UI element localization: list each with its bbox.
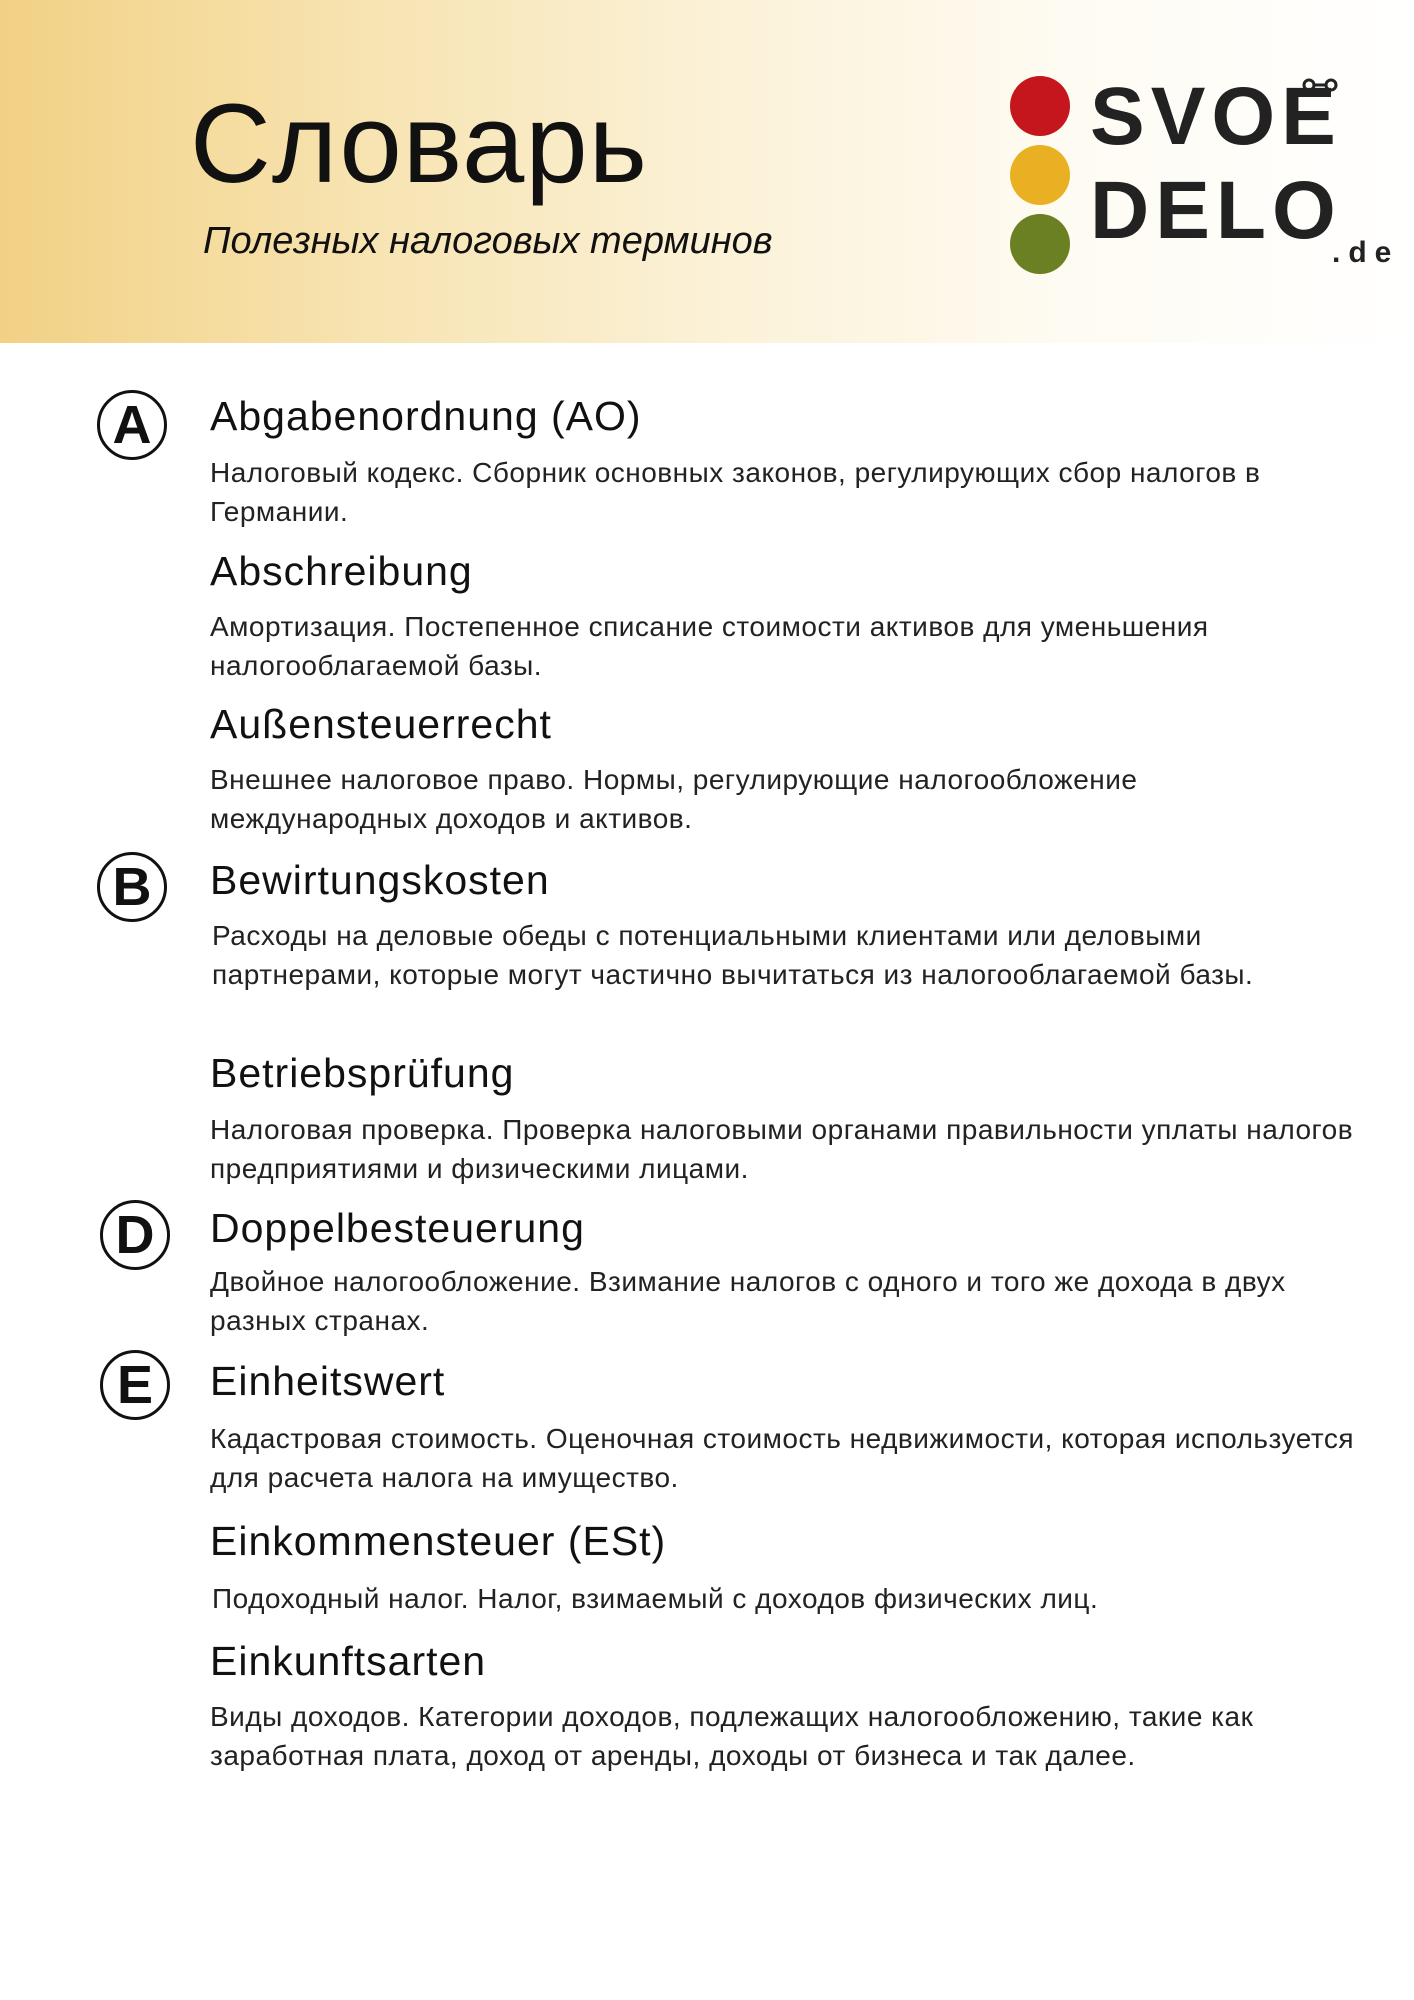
section-letter-a: A bbox=[97, 390, 167, 460]
svoedelo-logo bbox=[1010, 70, 1405, 280]
page-title: Словарь bbox=[190, 81, 648, 206]
logo-text-delo: DELO bbox=[1090, 165, 1342, 256]
term-definition: Внешнее налоговое право. Нормы, регулирующие налогообложение международных доходов и активов. bbox=[210, 764, 1138, 834]
term-definition: Расходы на деловые обеды с потенциальными клиентами или деловыми партнерами, которые могут частично вычитаться из налогооблагаемой базы. bbox=[212, 920, 1254, 990]
term-title: Außensteuerrecht bbox=[210, 701, 552, 747]
term-definition: Налоговая проверка. Проверка налоговыми органами правильности уплаты налогов предприятиями и физическими лицами. bbox=[210, 1114, 1354, 1184]
logo-green-dot bbox=[1010, 214, 1070, 274]
term-title: Abgabenordnung (AO) bbox=[210, 393, 642, 439]
logo-red-dot bbox=[1010, 76, 1070, 136]
term-title: Einkommensteuer (ESt) bbox=[210, 1518, 667, 1564]
term-definition: Двойное налогообложение. Взимание налогов с одного и того же дохода в двух разных странах. bbox=[210, 1266, 1286, 1336]
term-title: Betriebsprüfung bbox=[210, 1050, 515, 1096]
logo-text-svoe: SVOE bbox=[1090, 71, 1342, 162]
page-subtitle: Полезных налоговых терминов bbox=[203, 220, 773, 262]
logo-umlaut-icon bbox=[1302, 78, 1338, 92]
term-title: Einheitswert bbox=[210, 1358, 446, 1404]
logo-text-domain: .de bbox=[1332, 236, 1400, 269]
logo-yellow-dot bbox=[1010, 145, 1070, 205]
term-definition: Кадастровая стоимость. Оценочная стоимость недвижимости, которая используется для расчета налога на имущество. bbox=[210, 1423, 1355, 1493]
section-letter-b: B bbox=[97, 852, 167, 922]
term-title: Doppelbesteuerung bbox=[210, 1205, 585, 1251]
term-definition: Амортизация. Постепенное списание стоимости активов для уменьшения налогооблагаемой базы. bbox=[210, 611, 1209, 681]
term-title: Abschreibung bbox=[210, 548, 473, 594]
term-definition: Подоходный налог. Налог, взимаемый с доходов физических лиц. bbox=[212, 1583, 1099, 1614]
term-title: Einkunftsarten bbox=[210, 1638, 487, 1684]
header-banner bbox=[0, 0, 1414, 343]
section-letter-d: D bbox=[100, 1200, 170, 1270]
term-definition: Виды доходов. Категории доходов, подлежащих налогообложению, такие как заработная плата, доход от аренды, доходы от бизнеса и так далее. bbox=[210, 1701, 1254, 1771]
term-title: Bewirtungskosten bbox=[210, 857, 550, 903]
term-definition: Налоговый кодекс. Сборник основных законов, регулирующих сбор налогов в Германии. bbox=[210, 457, 1261, 527]
section-letter-e: E bbox=[100, 1350, 170, 1420]
